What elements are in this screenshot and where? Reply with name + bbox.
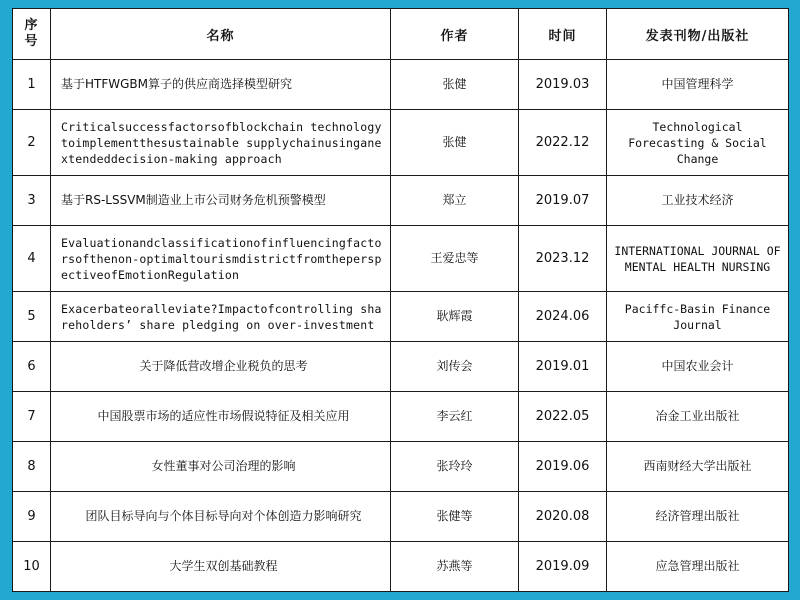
- row-author: 张健: [391, 110, 519, 176]
- table-row: [13, 60, 789, 110]
- row-title: 大学生双创基础教程: [51, 542, 391, 592]
- row-venue: 冶金工业出版社: [607, 392, 789, 442]
- row-time: 2019.01: [519, 342, 607, 392]
- table-row: [13, 292, 789, 342]
- row-venue: 经济管理出版社: [607, 492, 789, 542]
- row-author: 郑立: [391, 176, 519, 226]
- row-author: 张玲玲: [391, 442, 519, 492]
- row-time: 2019.07: [519, 176, 607, 226]
- row-title: Criticalsuccessfactorsofblockchain technologytoimplementthesustainable supplychainusinganextendeddecision-making approach: [51, 110, 391, 176]
- table-row: [13, 542, 789, 592]
- header-seq-line2: 号: [24, 34, 39, 49]
- row-title: 基于RS-LSSVM制造业上市公司财务危机预警模型: [51, 176, 391, 226]
- row-title: Exacerbateoralleviate?Impactofcontrolling shareholders’ share pledging on over-investment: [51, 292, 391, 342]
- header-name: 名称: [51, 9, 391, 60]
- row-number: 1: [13, 60, 51, 110]
- header-seq-line1: 序: [24, 18, 39, 33]
- row-number: 6: [13, 342, 51, 392]
- row-time: 2019.06: [519, 442, 607, 492]
- row-number: 10: [13, 542, 51, 592]
- row-venue: INTERNATIONAL JOURNAL OF MENTAL HEALTH NURSING: [607, 226, 789, 292]
- row-title: Evaluationandclassificationofinfluencingfactorsofthenon-optimaltourismdistrictfromtheperspectiveofEmotionRegulation: [51, 226, 391, 292]
- table-row: [13, 176, 789, 226]
- row-author: 张健: [391, 60, 519, 110]
- row-author: 耿辉霞: [391, 292, 519, 342]
- row-number: 2: [13, 110, 51, 176]
- row-venue: 中国农业会计: [607, 342, 789, 392]
- row-author: 张健等: [391, 492, 519, 542]
- row-time: 2022.05: [519, 392, 607, 442]
- header-time: 时间: [519, 9, 607, 60]
- row-venue: 西南财经大学出版社: [607, 442, 789, 492]
- header-author: 作者: [391, 9, 519, 60]
- row-venue: Paciffc-Basin Finance Journal: [607, 292, 789, 342]
- row-time: 2023.12: [519, 226, 607, 292]
- table-row: [13, 226, 789, 292]
- row-venue: 应急管理出版社: [607, 542, 789, 592]
- header-row: [13, 9, 789, 60]
- row-author: 王爱忠等: [391, 226, 519, 292]
- row-title: 女性董事对公司治理的影响: [51, 442, 391, 492]
- table-row: [13, 492, 789, 542]
- header-seq: [13, 9, 51, 60]
- row-venue: 工业技术经济: [607, 176, 789, 226]
- table-row: [13, 342, 789, 392]
- row-time: 2019.03: [519, 60, 607, 110]
- row-number: 9: [13, 492, 51, 542]
- row-number: 8: [13, 442, 51, 492]
- row-time: 2020.08: [519, 492, 607, 542]
- row-author: 刘传会: [391, 342, 519, 392]
- row-number: 5: [13, 292, 51, 342]
- row-time: 2022.12: [519, 110, 607, 176]
- row-venue: 中国管理科学: [607, 60, 789, 110]
- publications-table: [12, 8, 789, 592]
- row-number: 4: [13, 226, 51, 292]
- row-author: 李云红: [391, 392, 519, 442]
- row-title: 中国股票市场的适应性市场假说特征及相关应用: [51, 392, 391, 442]
- table-row: [13, 110, 789, 176]
- row-time: 2019.09: [519, 542, 607, 592]
- row-author: 苏燕等: [391, 542, 519, 592]
- row-number: 3: [13, 176, 51, 226]
- header-venue: 发表刊物/出版社: [607, 9, 789, 60]
- row-title: 团队目标导向与个体目标导向对个体创造力影响研究: [51, 492, 391, 542]
- table-row: [13, 392, 789, 442]
- row-title: 基于HTFWGBM算子的供应商选择模型研究: [51, 60, 391, 110]
- row-time: 2024.06: [519, 292, 607, 342]
- row-title: 关于降低营改增企业税负的思考: [51, 342, 391, 392]
- row-venue: Technological Forecasting & Social Change: [607, 110, 789, 176]
- table-row: [13, 442, 789, 492]
- row-number: 7: [13, 392, 51, 442]
